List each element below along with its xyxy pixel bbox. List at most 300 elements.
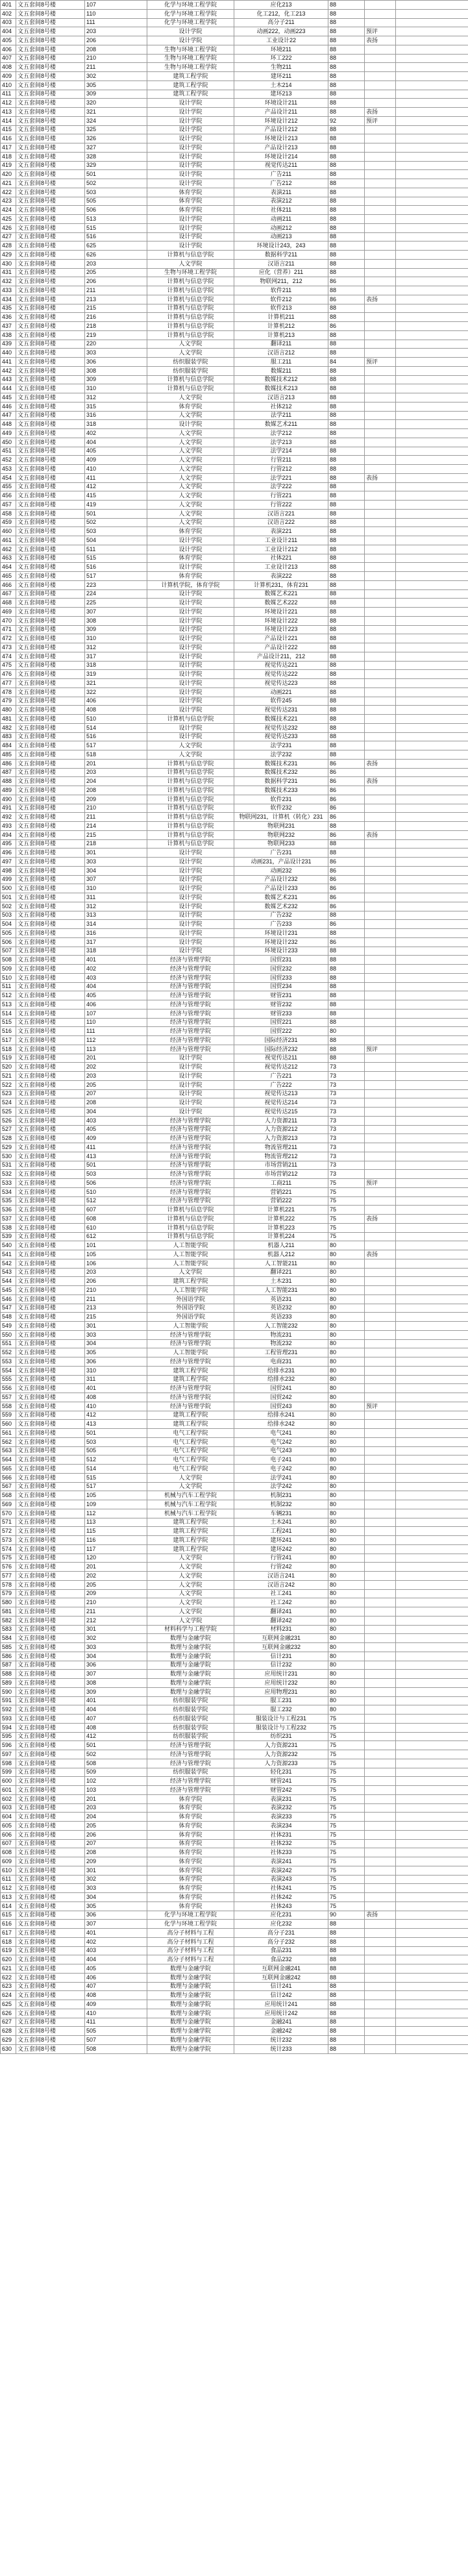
class-cell[interactable]: 汉语言242	[234, 1580, 328, 1589]
remark-cell[interactable]: 表扬	[365, 1215, 396, 1224]
class-cell[interactable]: 环境设计222	[234, 616, 328, 625]
remark-cell[interactable]	[365, 375, 396, 384]
department-cell[interactable]: 人文学院	[147, 741, 234, 750]
department-cell[interactable]: 计算机与信息学院	[147, 1206, 234, 1215]
score-cell[interactable]: 80	[328, 1670, 365, 1679]
row-number-cell[interactable]: 431	[1, 268, 16, 277]
department-cell[interactable]: 纺织服装学院	[147, 1696, 234, 1705]
empty-cell[interactable]	[396, 1437, 468, 1446]
class-cell[interactable]: 土木241	[234, 1518, 328, 1527]
building-cell[interactable]: 文五套间8号楼	[16, 1955, 85, 1964]
class-cell[interactable]: 计算机221	[234, 1206, 328, 1215]
empty-cell[interactable]	[396, 786, 468, 795]
score-cell[interactable]: 88	[328, 268, 365, 277]
remark-cell[interactable]	[365, 982, 396, 991]
department-cell[interactable]: 设计学院	[147, 608, 234, 617]
building-cell[interactable]: 文五套间8号楼	[16, 652, 85, 661]
department-cell[interactable]: 人文学院	[147, 1482, 234, 1491]
room-cell[interactable]: 512	[85, 1196, 147, 1206]
score-cell[interactable]: 80	[328, 1348, 365, 1357]
department-cell[interactable]: 体育学院	[147, 1803, 234, 1813]
remark-cell[interactable]	[365, 1098, 396, 1108]
building-cell[interactable]: 文五套间8号楼	[16, 982, 85, 991]
class-cell[interactable]: 视觉传达211	[234, 161, 328, 170]
building-cell[interactable]: 文五套间8号楼	[16, 1937, 85, 1946]
score-cell[interactable]: 80	[328, 1268, 365, 1277]
score-cell[interactable]: 88	[328, 2036, 365, 2045]
empty-cell[interactable]	[396, 1348, 468, 1357]
room-cell[interactable]: 415	[85, 491, 147, 501]
room-cell[interactable]: 607	[85, 1206, 147, 1215]
empty-cell[interactable]	[396, 1179, 468, 1188]
room-cell[interactable]: 208	[85, 45, 147, 54]
score-cell[interactable]: 75	[328, 1839, 365, 1848]
score-cell[interactable]: 88	[328, 393, 365, 402]
score-cell[interactable]: 88	[328, 402, 365, 411]
room-cell[interactable]: 413	[85, 1420, 147, 1429]
empty-cell[interactable]	[396, 116, 468, 125]
score-cell[interactable]: 88	[328, 340, 365, 349]
room-cell[interactable]: 326	[85, 134, 147, 143]
department-cell[interactable]: 设计学院	[147, 223, 234, 232]
remark-cell[interactable]	[365, 456, 396, 465]
remark-cell[interactable]	[365, 1491, 396, 1500]
department-cell[interactable]: 数理与金融学院	[147, 1973, 234, 1982]
class-cell[interactable]: 材料231	[234, 1625, 328, 1634]
department-cell[interactable]: 人文学院	[147, 456, 234, 465]
building-cell[interactable]: 文五套间8号楼	[16, 1411, 85, 1420]
score-cell[interactable]: 88	[328, 536, 365, 545]
class-cell[interactable]: 法学212	[234, 429, 328, 438]
row-number-cell[interactable]: 489	[1, 786, 16, 795]
building-cell[interactable]: 文五套间8号楼	[16, 866, 85, 875]
building-cell[interactable]: 文五套间8号楼	[16, 161, 85, 170]
empty-cell[interactable]	[396, 393, 468, 402]
empty-cell[interactable]	[396, 768, 468, 777]
empty-cell[interactable]	[396, 1027, 468, 1036]
building-cell[interactable]: 文五套间8号楼	[16, 893, 85, 902]
class-cell[interactable]: 环境设计232	[234, 937, 328, 947]
building-cell[interactable]: 文五套间8号楼	[16, 1018, 85, 1027]
remark-cell[interactable]	[365, 1786, 396, 1795]
remark-cell[interactable]	[365, 1000, 396, 1009]
score-cell[interactable]: 88	[328, 1, 365, 10]
room-cell[interactable]: 411	[85, 2018, 147, 2027]
building-cell[interactable]: 文五套间8号楼	[16, 1527, 85, 1536]
department-cell[interactable]: 计算机与信息学院	[147, 822, 234, 831]
class-cell[interactable]: 产品设计212	[234, 125, 328, 134]
remark-cell[interactable]	[365, 1893, 396, 1902]
row-number-cell[interactable]: 503	[1, 911, 16, 920]
row-number-cell[interactable]: 502	[1, 902, 16, 911]
department-cell[interactable]: 人文学院	[147, 393, 234, 402]
building-cell[interactable]: 文五套间8号楼	[16, 251, 85, 260]
department-cell[interactable]: 计算机与信息学院	[147, 277, 234, 286]
row-number-cell[interactable]: 577	[1, 1572, 16, 1581]
score-cell[interactable]: 86	[328, 830, 365, 839]
class-cell[interactable]: 视觉传达213	[234, 1089, 328, 1098]
department-cell[interactable]: 纺织服装学院	[147, 1732, 234, 1741]
remark-cell[interactable]	[365, 215, 396, 224]
class-cell[interactable]: 电气242	[234, 1437, 328, 1446]
row-number-cell[interactable]: 518	[1, 1045, 16, 1054]
row-number-cell[interactable]: 590	[1, 1687, 16, 1696]
row-number-cell[interactable]: 592	[1, 1705, 16, 1715]
department-cell[interactable]: 数理与金融学院	[147, 2018, 234, 2027]
room-cell[interactable]: 203	[85, 1268, 147, 1277]
building-cell[interactable]: 文五套间8号楼	[16, 732, 85, 741]
room-cell[interactable]: 303	[85, 349, 147, 358]
remark-cell[interactable]	[365, 1732, 396, 1741]
remark-cell[interactable]	[365, 54, 396, 63]
class-cell[interactable]: 计算机213	[234, 330, 328, 340]
empty-cell[interactable]	[396, 9, 468, 18]
department-cell[interactable]: 电气工程学院	[147, 1437, 234, 1446]
empty-cell[interactable]	[396, 1393, 468, 1402]
score-cell[interactable]: 80	[328, 1518, 365, 1527]
empty-cell[interactable]	[396, 1884, 468, 1893]
remark-cell[interactable]	[365, 45, 396, 54]
row-number-cell[interactable]: 472	[1, 634, 16, 643]
empty-cell[interactable]	[396, 884, 468, 893]
class-cell[interactable]: 汉语言211	[234, 259, 328, 268]
empty-cell[interactable]	[396, 27, 468, 36]
building-cell[interactable]: 文五套间8号楼	[16, 768, 85, 777]
department-cell[interactable]: 设计学院	[147, 929, 234, 938]
building-cell[interactable]: 文五套间8号楼	[16, 80, 85, 90]
class-cell[interactable]: 计算机231，体育231	[234, 580, 328, 589]
remark-cell[interactable]	[365, 1803, 396, 1813]
building-cell[interactable]: 文五套间8号楼	[16, 911, 85, 920]
department-cell[interactable]: 纺织服装学院	[147, 358, 234, 367]
row-number-cell[interactable]: 565	[1, 1465, 16, 1474]
empty-cell[interactable]	[396, 80, 468, 90]
empty-cell[interactable]	[396, 143, 468, 153]
building-cell[interactable]: 文五套间8号楼	[16, 1036, 85, 1045]
row-number-cell[interactable]: 464	[1, 563, 16, 572]
remark-cell[interactable]	[365, 340, 396, 349]
department-cell[interactable]: 建筑工程学院	[147, 80, 234, 90]
score-cell[interactable]: 88	[328, 973, 365, 982]
score-cell[interactable]: 75	[328, 1723, 365, 1732]
room-cell[interactable]: 312	[85, 393, 147, 402]
room-cell[interactable]: 101	[85, 1241, 147, 1250]
remark-cell[interactable]	[365, 580, 396, 589]
room-cell[interactable]: 319	[85, 670, 147, 679]
room-cell[interactable]: 113	[85, 1518, 147, 1527]
remark-cell[interactable]	[365, 884, 396, 893]
room-cell[interactable]: 213	[85, 1304, 147, 1313]
empty-cell[interactable]	[396, 1473, 468, 1482]
remark-cell[interactable]	[365, 1411, 396, 1420]
row-number-cell[interactable]: 407	[1, 54, 16, 63]
score-cell[interactable]: 86	[328, 795, 365, 804]
empty-cell[interactable]	[396, 1500, 468, 1509]
class-cell[interactable]: 应化213	[234, 1, 328, 10]
class-cell[interactable]: 机器人212	[234, 1250, 328, 1259]
department-cell[interactable]: 计算机学院，体育学院	[147, 580, 234, 589]
building-cell[interactable]: 文五套间8号楼	[16, 170, 85, 179]
empty-cell[interactable]	[396, 1268, 468, 1277]
building-cell[interactable]: 文五套间8号楼	[16, 715, 85, 724]
building-cell[interactable]: 文五套间8号楼	[16, 125, 85, 134]
empty-cell[interactable]	[396, 634, 468, 643]
remark-cell[interactable]	[365, 929, 396, 938]
empty-cell[interactable]	[396, 491, 468, 501]
score-cell[interactable]: 88	[328, 509, 365, 518]
department-cell[interactable]: 经济与管理学院	[147, 1759, 234, 1768]
score-cell[interactable]: 75	[328, 1830, 365, 1839]
department-cell[interactable]: 经济与管理学院	[147, 1786, 234, 1795]
empty-cell[interactable]	[396, 1072, 468, 1081]
row-number-cell[interactable]: 460	[1, 527, 16, 536]
row-number-cell[interactable]: 515	[1, 1018, 16, 1027]
department-cell[interactable]: 数理与金融学院	[147, 1670, 234, 1679]
building-cell[interactable]: 文五套间8号楼	[16, 1491, 85, 1500]
department-cell[interactable]: 设计学院	[147, 875, 234, 884]
remark-cell[interactable]	[365, 2044, 396, 2053]
score-cell[interactable]: 75	[328, 1759, 365, 1768]
department-cell[interactable]: 体育学院	[147, 554, 234, 563]
department-cell[interactable]: 设计学院	[147, 143, 234, 153]
row-number-cell[interactable]: 541	[1, 1250, 16, 1259]
department-cell[interactable]: 体育学院	[147, 1822, 234, 1831]
empty-cell[interactable]	[396, 1955, 468, 1964]
building-cell[interactable]: 文五套间8号楼	[16, 1187, 85, 1196]
room-cell[interactable]: 401	[85, 1384, 147, 1393]
remark-cell[interactable]	[365, 1839, 396, 1848]
row-number-cell[interactable]: 523	[1, 1089, 16, 1098]
class-cell[interactable]: 应用统计242	[234, 2009, 328, 2018]
empty-cell[interactable]	[396, 358, 468, 367]
empty-cell[interactable]	[396, 1009, 468, 1018]
department-cell[interactable]: 经济与管理学院	[147, 1036, 234, 1045]
class-cell[interactable]: 计算机222	[234, 1215, 328, 1224]
department-cell[interactable]: 计算机与信息学院	[147, 286, 234, 295]
empty-cell[interactable]	[396, 1411, 468, 1420]
remark-cell[interactable]	[365, 795, 396, 804]
class-cell[interactable]: 机器人211	[234, 1241, 328, 1250]
remark-cell[interactable]	[365, 1206, 396, 1215]
department-cell[interactable]: 人文学院	[147, 465, 234, 474]
row-number-cell[interactable]: 463	[1, 554, 16, 563]
department-cell[interactable]: 设计学院	[147, 1072, 234, 1081]
score-cell[interactable]: 86	[328, 804, 365, 813]
department-cell[interactable]: 体育学院	[147, 1901, 234, 1911]
department-cell[interactable]: 经济与管理学院	[147, 1339, 234, 1348]
row-number-cell[interactable]: 571	[1, 1518, 16, 1527]
score-cell[interactable]: 88	[328, 947, 365, 956]
score-cell[interactable]: 80	[328, 1384, 365, 1393]
empty-cell[interactable]	[396, 1741, 468, 1750]
score-cell[interactable]: 73	[328, 1108, 365, 1117]
row-number-cell[interactable]: 617	[1, 1929, 16, 1938]
building-cell[interactable]: 文五套间8号楼	[16, 1768, 85, 1777]
remark-cell[interactable]	[365, 223, 396, 232]
room-cell[interactable]: 308	[85, 616, 147, 625]
empty-cell[interactable]	[396, 1616, 468, 1625]
remark-cell[interactable]	[365, 518, 396, 527]
building-cell[interactable]: 文五套间8号楼	[16, 366, 85, 375]
room-cell[interactable]: 120	[85, 1554, 147, 1563]
empty-cell[interactable]	[396, 447, 468, 456]
empty-cell[interactable]	[396, 215, 468, 224]
building-cell[interactable]: 文五套间8号楼	[16, 536, 85, 545]
department-cell[interactable]: 人文学院	[147, 340, 234, 349]
remark-cell[interactable]: 表扬	[365, 36, 396, 45]
score-cell[interactable]: 86	[328, 902, 365, 911]
empty-cell[interactable]	[396, 1420, 468, 1429]
room-cell[interactable]: 305	[85, 1901, 147, 1911]
score-cell[interactable]: 75	[328, 1741, 365, 1750]
class-cell[interactable]: 工程管理231	[234, 1348, 328, 1357]
room-cell[interactable]: 625	[85, 242, 147, 251]
building-cell[interactable]: 文五套间8号楼	[16, 2044, 85, 2053]
remark-cell[interactable]	[365, 491, 396, 501]
class-cell[interactable]: 数媒艺术231	[234, 893, 328, 902]
class-cell[interactable]: 汉语言222	[234, 518, 328, 527]
empty-cell[interactable]	[396, 1063, 468, 1072]
department-cell[interactable]: 人文学院	[147, 411, 234, 420]
class-cell[interactable]: 营销222	[234, 1196, 328, 1206]
building-cell[interactable]: 文五套间8号楼	[16, 1170, 85, 1179]
building-cell[interactable]: 文五套间8号楼	[16, 661, 85, 670]
building-cell[interactable]: 文五套间8号楼	[16, 1848, 85, 1857]
building-cell[interactable]: 文五套间8号楼	[16, 1125, 85, 1134]
class-cell[interactable]: 服装设计与工程231	[234, 1715, 328, 1724]
building-cell[interactable]: 文五套间8号楼	[16, 1661, 85, 1670]
room-cell[interactable]: 514	[85, 1465, 147, 1474]
empty-cell[interactable]	[396, 1893, 468, 1902]
class-cell[interactable]: 社体233	[234, 1848, 328, 1857]
score-cell[interactable]: 80	[328, 1241, 365, 1250]
building-cell[interactable]: 文五套间8号楼	[16, 822, 85, 831]
empty-cell[interactable]	[396, 1661, 468, 1670]
class-cell[interactable]: 电商231	[234, 1357, 328, 1367]
department-cell[interactable]: 设计学院	[147, 706, 234, 715]
score-cell[interactable]: 88	[328, 134, 365, 143]
building-cell[interactable]: 文五套间8号楼	[16, 991, 85, 1000]
class-cell[interactable]: 高分子231	[234, 1929, 328, 1938]
row-number-cell[interactable]: 494	[1, 830, 16, 839]
building-cell[interactable]: 文五套间8号楼	[16, 143, 85, 153]
remark-cell[interactable]	[365, 1580, 396, 1589]
remark-cell[interactable]	[365, 501, 396, 510]
room-cell[interactable]: 110	[85, 1018, 147, 1027]
room-cell[interactable]: 304	[85, 1339, 147, 1348]
room-cell[interactable]: 318	[85, 420, 147, 429]
department-cell[interactable]: 设计学院	[147, 687, 234, 697]
department-cell[interactable]: 计算机与信息学院	[147, 1223, 234, 1232]
row-number-cell[interactable]: 569	[1, 1500, 16, 1509]
score-cell[interactable]: 75	[328, 1884, 365, 1893]
room-cell[interactable]: 404	[85, 982, 147, 991]
building-cell[interactable]: 文五套间8号楼	[16, 956, 85, 965]
remark-cell[interactable]	[365, 616, 396, 625]
remark-cell[interactable]: 表扬	[365, 759, 396, 768]
remark-cell[interactable]	[365, 1232, 396, 1241]
empty-cell[interactable]	[396, 687, 468, 697]
class-cell[interactable]: 物流232	[234, 1339, 328, 1348]
remark-cell[interactable]: 预评	[365, 116, 396, 125]
class-cell[interactable]: 翻译221	[234, 1268, 328, 1277]
row-number-cell[interactable]: 408	[1, 63, 16, 72]
building-cell[interactable]: 文五套间8号楼	[16, 473, 85, 482]
building-cell[interactable]: 文五套间8号楼	[16, 1857, 85, 1866]
department-cell[interactable]: 人文学院	[147, 1563, 234, 1572]
room-cell[interactable]: 403	[85, 1946, 147, 1955]
score-cell[interactable]: 88	[328, 447, 365, 456]
building-cell[interactable]: 文五套间8号楼	[16, 965, 85, 974]
class-cell[interactable]: 表演232	[234, 1803, 328, 1813]
room-cell[interactable]: 302	[85, 72, 147, 81]
class-cell[interactable]: 工程241	[234, 1527, 328, 1536]
building-cell[interactable]: 文五套间8号楼	[16, 1750, 85, 1759]
department-cell[interactable]: 设计学院	[147, 911, 234, 920]
building-cell[interactable]: 文五套间8号楼	[16, 1544, 85, 1554]
room-cell[interactable]: 107	[85, 1, 147, 10]
empty-cell[interactable]	[396, 563, 468, 572]
remark-cell[interactable]	[365, 893, 396, 902]
empty-cell[interactable]	[396, 1465, 468, 1474]
empty-cell[interactable]	[396, 991, 468, 1000]
room-cell[interactable]: 210	[85, 804, 147, 813]
score-cell[interactable]: 88	[328, 9, 365, 18]
building-cell[interactable]: 文五套间8号楼	[16, 572, 85, 581]
building-cell[interactable]: 文五套间8号楼	[16, 643, 85, 652]
building-cell[interactable]: 文五套间8号楼	[16, 286, 85, 295]
remark-cell[interactable]	[365, 1108, 396, 1117]
department-cell[interactable]: 设计学院	[147, 884, 234, 893]
class-cell[interactable]: 广告222	[234, 1080, 328, 1089]
row-number-cell[interactable]: 425	[1, 215, 16, 224]
class-cell[interactable]: 财管242	[234, 1786, 328, 1795]
remark-cell[interactable]	[365, 697, 396, 706]
score-cell[interactable]: 80	[328, 1455, 365, 1465]
room-cell[interactable]: 318	[85, 947, 147, 956]
row-number-cell[interactable]: 427	[1, 232, 16, 242]
building-cell[interactable]: 文五套间8号楼	[16, 215, 85, 224]
score-cell[interactable]: 88	[328, 2027, 365, 2036]
class-cell[interactable]: 国贸241	[234, 1384, 328, 1393]
room-cell[interactable]: 505	[85, 2027, 147, 2036]
room-cell[interactable]: 201	[85, 759, 147, 768]
department-cell[interactable]: 数理与金融学院	[147, 1679, 234, 1688]
department-cell[interactable]: 计算机与信息学院	[147, 715, 234, 724]
remark-cell[interactable]	[365, 536, 396, 545]
remark-cell[interactable]	[365, 599, 396, 608]
score-cell[interactable]: 80	[328, 1572, 365, 1581]
remark-cell[interactable]	[365, 72, 396, 81]
department-cell[interactable]: 设计学院	[147, 634, 234, 643]
empty-cell[interactable]	[396, 1152, 468, 1161]
class-cell[interactable]: 表演241	[234, 1857, 328, 1866]
room-cell[interactable]: 307	[85, 1920, 147, 1929]
score-cell[interactable]: 88	[328, 179, 365, 188]
class-cell[interactable]: 表演231	[234, 1794, 328, 1803]
building-cell[interactable]: 文五套间8号楼	[16, 1259, 85, 1268]
department-cell[interactable]: 体育学院	[147, 1848, 234, 1857]
empty-cell[interactable]	[396, 1232, 468, 1241]
department-cell[interactable]: 经济与管理学院	[147, 1777, 234, 1786]
row-number-cell[interactable]: 498	[1, 866, 16, 875]
class-cell[interactable]: 物流管理212	[234, 1152, 328, 1161]
building-cell[interactable]: 文五套间8号楼	[16, 1875, 85, 1884]
class-cell[interactable]: 行管222	[234, 501, 328, 510]
room-cell[interactable]: 505	[85, 197, 147, 206]
building-cell[interactable]: 文五套间8号楼	[16, 875, 85, 884]
department-cell[interactable]: 计算机与信息学院	[147, 1232, 234, 1241]
